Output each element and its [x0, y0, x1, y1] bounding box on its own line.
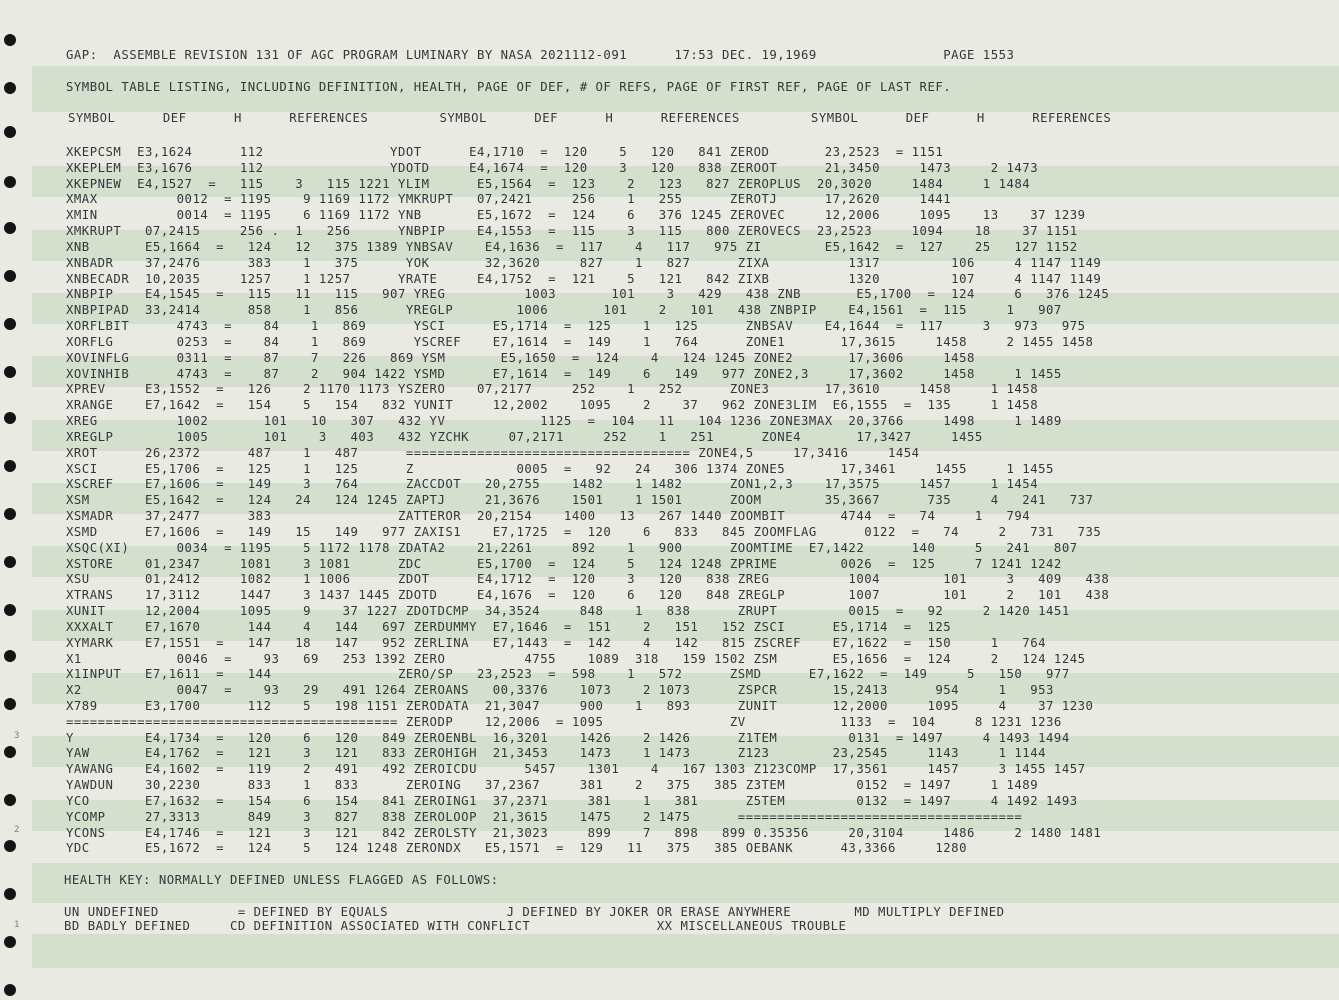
feed-hole — [4, 366, 16, 378]
table-row: XSQC(XI) 0034 = 1195 5 1172 1178 ZDATA2 21,2261 892 1 900 ZOOMTIME E7,1422 140 5 241 807 — [66, 540, 1078, 555]
feed-hole — [4, 746, 16, 758]
feed-hole — [4, 176, 16, 188]
table-row: YCO E7,1632 = 154 6 154 841 ZEROING1 37,2371 381 1 381 Z5TEM 0132 = 1497 4 1492 1493 — [66, 793, 1078, 808]
margin-mark: 1 — [14, 920, 20, 930]
feed-hole — [4, 888, 16, 900]
margin-mark: 3 — [14, 731, 20, 741]
feed-hole — [4, 794, 16, 806]
feed-hole — [4, 650, 16, 662]
feed-hole — [4, 222, 16, 234]
table-row: XRANGE E7,1642 = 154 5 154 832 YUNIT 12,2002 1095 2 37 962 ZONE3LIM E6,1555 = 135 1 1458 — [66, 398, 1039, 413]
feed-hole — [4, 34, 16, 46]
feed-hole — [4, 126, 16, 138]
table-row: YCONS E4,1746 = 121 3 121 842 ZEROLSTY 21,3023 899 7 898 899 0.35356 20,3104 1486 2 1480 1481 — [66, 825, 1102, 840]
table-row: X789 E3,1700 112 5 198 1151 ZERODATA 21,3047 900 1 893 ZUNIT 12,2000 1095 4 37 1230 — [66, 698, 1094, 713]
feed-hole — [4, 508, 16, 520]
table-row: XKEPNEW E4,1527 = 115 3 115 1221 YLIM E5,1564 = 123 2 123 827 ZEROPLUS 20,3020 1484 1 1484 — [66, 176, 1031, 191]
column-headers: SYMBOL DEF H REFERENCES SYMBOL DEF H REFERENCES SYMBOL DEF H REFERENCES — [68, 111, 1112, 125]
table-row: XSCREF E7,1606 = 149 3 764 ZACCDOT 20,2755 1482 1 1482 ZON1,2,3 17,3575 1457 1 1454 — [66, 477, 1039, 492]
paper-band — [32, 934, 1339, 968]
table-row: XSM E5,1642 = 124 24 124 1245 ZAPTJ 21,3676 1501 1 1501 ZOOM 35,3667 735 4 241 737 — [66, 493, 1094, 508]
table-row: X1INPUT E7,1611 = 144 ZERO/SP 23,2523 = 598 1 572 ZSMD E7,1622 = 149 5 150 977 — [66, 667, 1070, 682]
table-row: YDC E5,1672 = 124 5 124 1248 ZERONDX E5,1571 = 129 11 375 385 OEBANK 43,3366 1280 — [66, 841, 967, 856]
table-row: Y E4,1734 = 120 6 120 849 ZEROENBL 16,3201 1426 2 1426 Z1TEM 0131 = 1497 4 1493 1494 — [66, 730, 1070, 745]
table-row: XMAX 0012 = 1195 9 1169 1172 YMKRUPT 07,2421 256 1 255 ZEROTJ 17,2620 1441 — [66, 192, 952, 207]
health-key-line-1: UN UNDEFINED = DEFINED BY EQUALS J DEFINED BY JOKER OR ERASE ANYWHERE MD MULTIPLY DEFINED — [64, 905, 1005, 919]
table-row: X2 0047 = 93 29 491 1264 ZEROANS 00,3376 1073 2 1073 ZSPCR 15,2413 954 1 953 — [66, 683, 1054, 698]
symbol-table — [66, 145, 1109, 857]
table-row: XMKRUPT 07,2415 256 . 1 256 YNBPIP E4,1553 = 115 3 115 800 ZEROVECS 23,2523 1094 18 37 1151 — [66, 224, 1078, 239]
listing-title: SYMBOL TABLE LISTING, INCLUDING DEFINITION, HEALTH, PAGE OF DEF, # OF REFS, PAGE OF FIRST REF, PAGE OF LAST REF. — [66, 80, 952, 94]
table-row: XUNIT 12,2004 1095 9 37 1227 ZDOTDCMP 34,3524 848 1 838 ZRUPT 0015 = 92 2 1420 1451 — [66, 604, 1070, 619]
table-row: XROT 26,2372 487 1 487 ==================================== ZONE4,5 17,3416 1454 — [66, 445, 920, 460]
feed-hole — [4, 936, 16, 948]
table-row: XYMARK E7,1551 = 147 18 147 952 ZERLINA E7,1443 = 142 4 142 815 ZSCREF E7,1622 = 150 1 764 — [66, 635, 1047, 650]
feed-hole — [4, 318, 16, 330]
table-row: XREGLP 1005 101 3 403 432 YZCHK 07,2171 252 1 251 ZONE4 17,3427 1455 — [66, 429, 983, 444]
table-row: XSTORE 01,2347 1081 3 1081 ZDC E5,1700 = 124 5 124 1248 ZPRIME 0026 = 125 7 1241 1242 — [66, 556, 1062, 571]
table-row: XSMADR 37,2477 383 ZATTEROR 20,2154 1400 13 267 1440 ZOOMBIT 4744 = 74 1 794 — [66, 509, 1031, 524]
table-row: XNB E5,1664 = 124 12 375 1389 YNBSAV E4,1636 = 117 4 117 975 ZI E5,1642 = 127 25 127 1152 — [66, 239, 1078, 254]
table-row: XNBPIP E4,1545 = 115 11 115 907 YREG 1003 101 3 429 438 ZNB E5,1700 = 124 6 376 1245 — [66, 287, 1110, 302]
page-header: GAP: ASSEMBLE REVISION 131 OF AGC PROGRAM LUMINARY BY NASA 2021112-091 17:53 DEC. 19,1969 PAGE 1553 — [66, 48, 1015, 62]
table-row: XREG 1002 101 10 307 432 YV 1125 = 104 11 104 1236 ZONE3MAX 20,3766 1498 1 1489 — [66, 414, 1062, 429]
table-row: XSU 01,2412 1082 1 1006 ZDOT E4,1712 = 120 3 120 838 ZREG 1004 101 3 409 438 — [66, 572, 1110, 587]
table-row: XTRANS 17,3112 1447 3 1437 1445 ZDOTD E4,1676 = 120 6 120 848 ZREGLP 1007 101 2 101 438 — [66, 588, 1110, 603]
table-row: XXXALT E7,1670 144 4 144 697 ZERDUMMY E7,1646 = 151 2 151 152 ZSCI E5,1714 = 125 — [66, 619, 952, 634]
table-row: YAWDUN 30,2230 833 1 833 ZEROING 37,2367 381 2 375 385 Z3TEM 0152 = 1497 1 1489 — [66, 778, 1039, 793]
table-row: XOVINHIB 4743 = 87 2 904 1422 YSMD E7,1614 = 149 6 149 977 ZONE2,3 17,3602 1458 1 1455 — [66, 366, 1062, 381]
feed-hole — [4, 82, 16, 94]
table-row: XSMD E7,1606 = 149 15 149 977 ZAXIS1 E7,1725 = 120 6 833 845 ZOOMFLAG 0122 = 74 2 731 735 — [66, 524, 1102, 539]
health-key-title: HEALTH KEY: NORMALLY DEFINED UNLESS FLAGGED AS FOLLOWS: — [64, 873, 499, 887]
table-row: XORFLG 0253 = 84 1 869 YSCREF E7,1614 = 149 1 764 ZONE1 17,3615 1458 2 1455 1458 — [66, 334, 1094, 349]
table-row: XNBPIPAD 33,2414 858 1 856 YREGLP 1006 101 2 101 438 ZNBPIP E4,1561 = 115 1 907 — [66, 303, 1062, 318]
table-row: XPREV E3,1552 = 126 2 1170 1173 YSZERO 07,2177 252 1 252 ZONE3 17,3610 1458 1 1458 — [66, 382, 1039, 397]
feed-hole — [4, 604, 16, 616]
feed-hole — [4, 270, 16, 282]
table-row: XSCI E5,1706 = 125 1 125 Z 0005 = 92 24 306 1374 ZONE5 17,3461 1455 1 1455 — [66, 461, 1054, 476]
feed-hole — [4, 460, 16, 472]
feed-hole — [4, 698, 16, 710]
table-row: XNBADR 37,2476 383 1 375 YOK 32,3620 827 1 827 ZIXA 1317 106 4 1147 1149 — [66, 255, 1102, 270]
health-key-line-2: BD BADLY DEFINED CD DEFINITION ASSOCIATED WITH CONFLICT XX MISCELLANEOUS TROUBLE — [64, 919, 847, 933]
table-row: ========================================== ZERODP 12,2006 = 1095 ZV 1133 = 104 8 1231 1236 — [66, 714, 1062, 729]
table-row: XNBECADR 10,2035 1257 1 1257 YRATE E4,1752 = 121 5 121 842 ZIXB 1320 107 4 1147 1149 — [66, 271, 1102, 286]
table-row: YAWANG E4,1602 = 119 2 491 492 ZEROICDU 5457 1301 4 167 1303 Z123COMP 17,3561 1457 3 1455 1457 — [66, 762, 1086, 777]
feed-hole — [4, 412, 16, 424]
margin-mark: 2 — [14, 825, 20, 835]
table-row: YCOMP 27,3313 849 3 827 838 ZEROLOOP 21,3615 1475 2 1475 ==================================== — [66, 809, 1023, 824]
table-row: XMIN 0014 = 1195 6 1169 1172 YNB E5,1672 = 124 6 376 1245 ZEROVEC 12,2006 1095 13 37 1239 — [66, 208, 1086, 223]
feed-hole — [4, 840, 16, 852]
table-row: XORFLBIT 4743 = 84 1 869 YSCI E5,1714 = 125 1 125 ZNBSAV E4,1644 = 117 3 973 975 — [66, 319, 1086, 334]
table-row: YAW E4,1762 = 121 3 121 833 ZEROHIGH 21,3453 1473 1 1473 Z123 23,2545 1143 1 1144 — [66, 746, 1047, 761]
feed-hole — [4, 556, 16, 568]
table-row: XKEPCSM E3,1624 112 YDOT E4,1710 = 120 5 120 841 ZEROD 23,2523 = 1151 — [66, 145, 944, 159]
feed-hole — [4, 984, 16, 996]
table-row: XOVINFLG 0311 = 87 7 226 869 YSM E5,1650 = 124 4 124 1245 ZONE2 17,3606 1458 — [66, 350, 975, 365]
table-row: XKEPLEM E3,1676 112 YDOTD E4,1674 = 120 3 120 838 ZEROOT 21,3450 1473 2 1473 — [66, 160, 1039, 175]
table-row: X1 0046 = 93 69 253 1392 ZERO 4755 1089 318 159 1502 ZSM E5,1656 = 124 2 124 1245 — [66, 651, 1086, 666]
